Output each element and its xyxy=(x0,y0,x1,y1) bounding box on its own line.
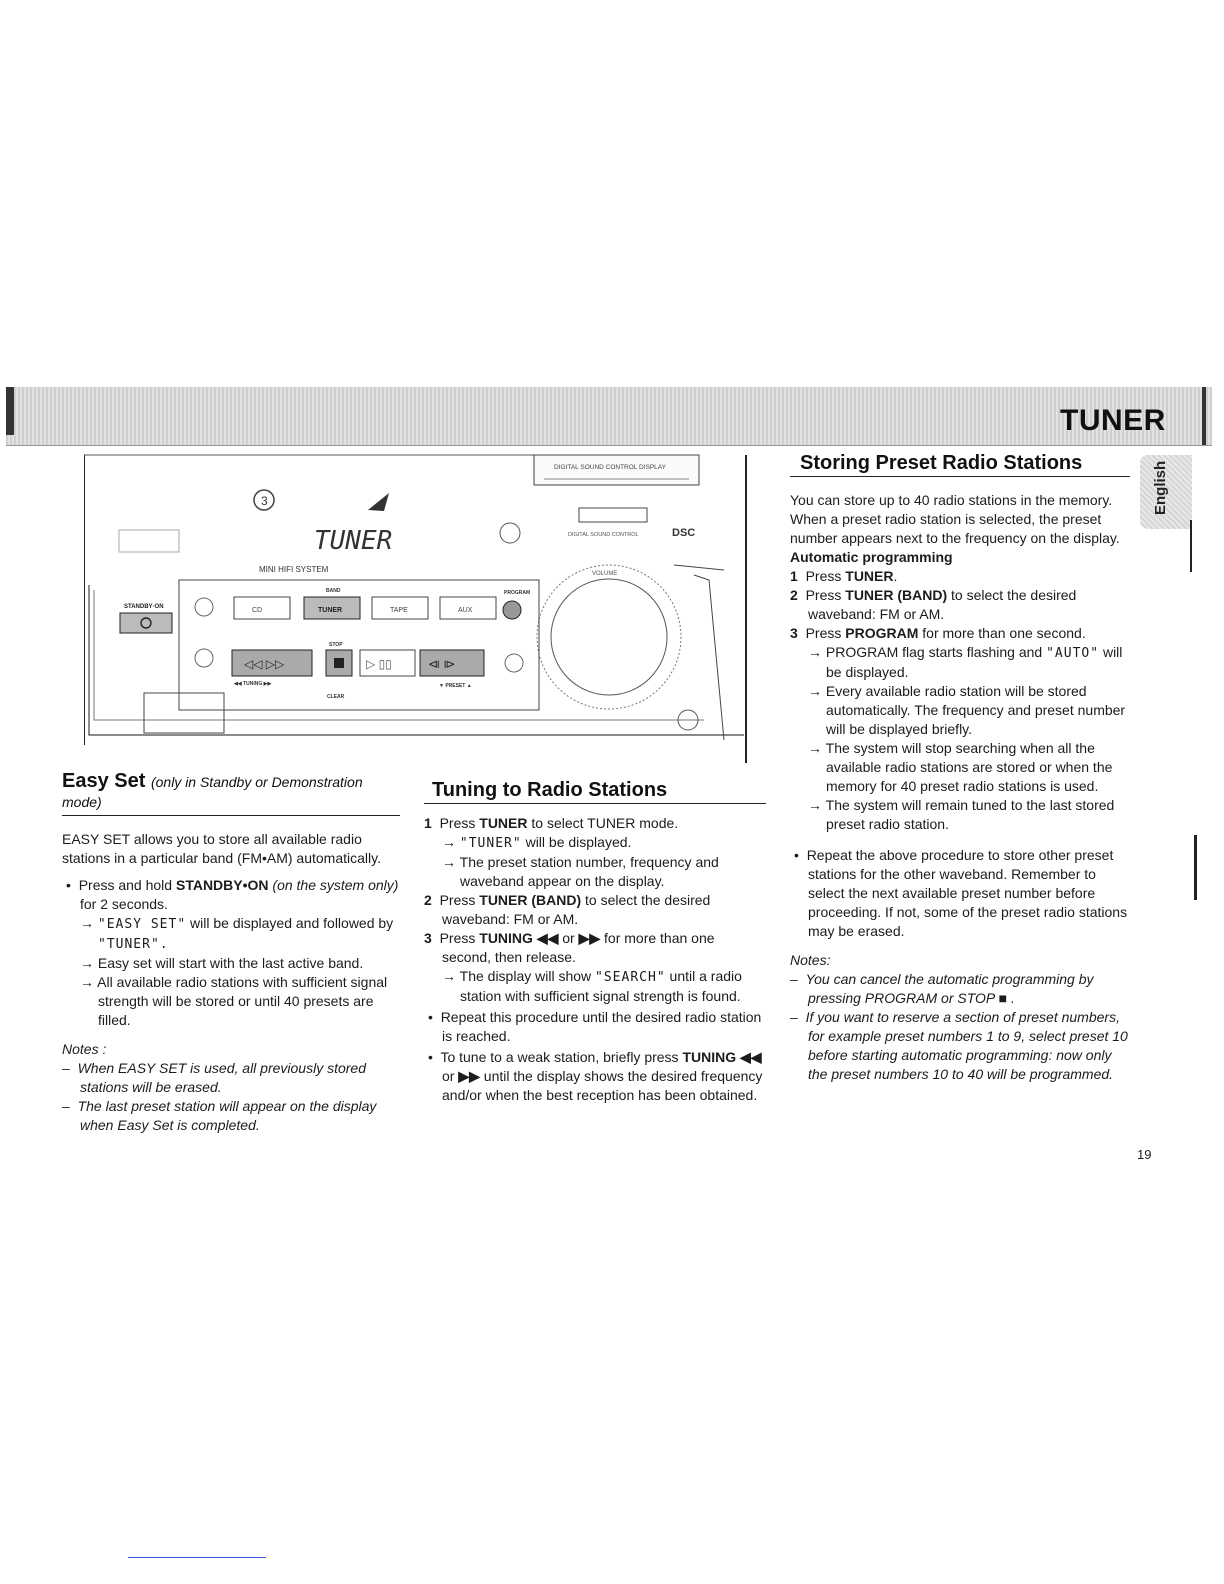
storing-step-3-post: for more than one second. xyxy=(918,625,1086,641)
tuning-step-3-post: for more than one second, then release. xyxy=(442,930,715,965)
tuning-heading: Tuning to Radio Stations xyxy=(432,779,668,801)
tuning-step-3-bold2: ▶▶ xyxy=(578,930,601,946)
storing-bullet-text: Repeat the above procedure to store other preset stations for the other waveband. Remember to select the next available preset number before proceeding. If not, some of the preset radio stations may be erased. xyxy=(806,847,1128,939)
easy-set-bullet-prefix: Press and hold xyxy=(78,877,176,893)
language-tab-label: English xyxy=(1152,460,1169,515)
footer-rule xyxy=(128,1557,266,1558)
easy-set-note-2: – The last preset station will appear on the display when Easy Set is completed. xyxy=(62,1098,377,1133)
storing-bullet: • Repeat the above procedure to store other preset stations for the other waveband. Remember to select the next available preset number before proceeding. If not, some of the preset radio stations may be erased. xyxy=(794,847,1128,939)
storing-step-2-pre: Press xyxy=(805,587,846,603)
storing-rule xyxy=(790,476,1130,477)
svg-text:3: 3 xyxy=(261,494,268,508)
lcd-text: "TUNER" xyxy=(459,836,522,851)
storing-subheading: Automatic programming xyxy=(790,549,953,565)
storing-arrow-4: → The system will remain tuned to the last stored preset radio station. xyxy=(808,797,1115,832)
storing-arrow-2: → Every available radio station will be stored automatically. The frequency and preset number will be displayed briefly. xyxy=(808,683,1126,737)
storing-step-1-post: . xyxy=(893,568,898,584)
page-number: 19 xyxy=(1137,1147,1152,1162)
device-button-tape: TAPE xyxy=(390,607,408,614)
section-header-band xyxy=(6,387,1212,446)
tuning-step-3-bold: TUNING ◀◀ xyxy=(479,930,559,946)
storing-arrow-1: → PROGRAM flag starts flashing and "AUTO" will be displayed. xyxy=(808,644,1123,680)
easy-set-arrow-2: → Easy set will start with the last active band. xyxy=(80,955,364,971)
storing-step-1-pre: Press xyxy=(805,568,846,584)
tuning-step-3: 3 Press TUNING ◀◀ or ▶▶ for more than one second, then release. xyxy=(424,930,715,965)
storing-step-3-bold: PROGRAM xyxy=(845,625,919,641)
storing-step-1: 1 Press TUNER. xyxy=(790,568,898,584)
header-left-cap xyxy=(6,387,14,435)
easy-set-note-1: – When EASY SET is used, all previously stored stations will be erased. xyxy=(62,1060,367,1095)
tuning-bullet-1-text: Repeat this procedure until the desired radio station is reached. xyxy=(440,1009,762,1044)
section-title: TUNER xyxy=(1060,404,1166,437)
storing-step-2: 2 Press TUNER (BAND) to select the desired waveband: FM or AM. xyxy=(790,587,1077,622)
tuning-bullet-2: • To tune to a weak station, briefly press TUNING ◀◀ or ▶▶ until the display shows the desired frequency and/or when the best reception has been obtained. xyxy=(428,1049,763,1103)
device-label-standby: STANDBY·ON xyxy=(124,604,164,610)
storing-step-3-pre: Press xyxy=(805,625,846,641)
device-label-stop: STOP xyxy=(329,642,343,648)
easy-set-note-2-text: The last preset station will appear on the display when Easy Set is completed. xyxy=(77,1098,377,1133)
storing-arrow-1-pre: PROGRAM flag starts flashing and xyxy=(825,644,1047,660)
device-label-volume: VOLUME xyxy=(592,571,618,577)
tuning-step-1: 1 Press TUNER to select TUNER mode. xyxy=(424,815,679,831)
tuning-step-3-pre: Press xyxy=(439,930,480,946)
storing-heading: Storing Preset Radio Stations xyxy=(800,452,1083,474)
storing-step-2-bold: TUNER (BAND) xyxy=(845,587,948,603)
tuning-bullet-1: • Repeat this procedure until the desired radio station is reached. xyxy=(428,1009,762,1044)
tuning-step-3-arrow-pre: The display will show xyxy=(459,968,596,984)
easy-set-arrow-3-text: All available radio stations with sufficient signal strength will be stored or until 40 presets are filled. xyxy=(97,974,388,1028)
tuning-bullet-2-bold2: ▶▶ xyxy=(458,1068,480,1084)
tuning-section xyxy=(424,781,766,1105)
tuning-bullet-2-post: until the display shows the desired frequency and/or when the best reception has been obtained. xyxy=(442,1068,763,1103)
storing-arrow-3-text: The system will stop searching when all the available radio stations are stored or when the memory for 40 preset radio stations is used. xyxy=(825,740,1113,794)
tuning-step-1-pre: Press xyxy=(439,815,480,831)
tuning-step-1-arrow-2: → The preset station number, frequency and waveband appear on the display. xyxy=(442,854,719,889)
tuning-step-2-bold: TUNER (BAND) xyxy=(479,892,582,908)
device-label-dsc: DSC xyxy=(672,527,696,539)
storing-note-1-text: You can cancel the automatic programming by pressing PROGRAM or STOP ■ . xyxy=(805,971,1094,1006)
tuning-step-3-arrow: → The display will show "SEARCH" until a radio station with sufficient signal strength is found. xyxy=(442,968,742,1004)
lcd-text: "EASY SET" xyxy=(97,917,187,932)
device-label-dsc-control: DIGITAL SOUND CONTROL xyxy=(568,532,639,538)
margin-rule xyxy=(1190,520,1192,572)
device-button-aux: AUX xyxy=(458,607,473,614)
easy-set-arrow-2-text: Easy set will start with the last active band. xyxy=(97,955,364,971)
easy-set-intro: EASY SET allows you to store all available radio stations in a particular band (FM•AM) automatically. xyxy=(62,831,381,866)
easy-set-bullet: • Press and hold STANDBY•ON (on the system only) for 2 seconds. xyxy=(66,877,399,912)
easy-set-arrow-1-text: will be displayed and followed by xyxy=(186,915,394,931)
storing-note-1: – You can cancel the automatic programming by pressing PROGRAM or STOP ■ . xyxy=(790,971,1094,1006)
margin-rule xyxy=(1194,835,1197,900)
tuning-bullet-2-mid: or xyxy=(442,1068,459,1084)
storing-note-2: – If you want to reserve a section of preset numbers, for example preset numbers 1 to 9, select preset 10 before starting automatic programming: now only the preset numbers 10 to 40 will be programmed. xyxy=(790,1009,1128,1082)
storing-arrow-3: → The system will stop searching when all the available radio stations are stored or when the memory for 40 preset radio stations is used. xyxy=(808,740,1113,794)
storing-arrow-4-text: The system will remain tuned to the last stored preset radio station. xyxy=(825,797,1115,832)
storing-intro: You can store up to 40 radio stations in the memory. When a preset radio station is selected, the preset number appears next to the frequency on the display. xyxy=(790,492,1120,546)
tuning-step-2-pre: Press xyxy=(439,892,480,908)
tuning-step-1-arrow-2-text: The preset station number, frequency and waveband appear on the display. xyxy=(459,854,719,889)
device-illustration xyxy=(84,445,748,763)
easy-set-rule xyxy=(62,815,400,816)
tuning-rule xyxy=(424,803,766,804)
storing-arrow-1-post: will be displayed. xyxy=(826,644,1123,680)
device-label-clear: CLEAR xyxy=(327,694,345,700)
tuning-step-1-arrow-1-text: will be displayed. xyxy=(521,834,632,850)
tuning-step-3-mid: or xyxy=(558,930,579,946)
storing-notes-heading: Notes: xyxy=(790,952,831,968)
tuning-step-3-arrow-post: until a radio station with sufficient signal strength is found. xyxy=(460,968,742,1004)
tuning-step-1-arrow-1: → "TUNER" will be displayed. xyxy=(442,834,632,851)
storing-section xyxy=(790,454,1130,1084)
tuning-step-2-post: to select the desired waveband: FM or AM. xyxy=(442,892,711,927)
easy-set-notes-heading: Notes : xyxy=(62,1041,107,1057)
storing-note-2-text: If you want to reserve a section of preset numbers, for example preset numbers 1 to 9, select preset 10 before starting automatic programming: now only the preset numbers 10 to 40 will be programmed. xyxy=(805,1009,1128,1082)
lcd-text: "AUTO" xyxy=(1046,646,1100,661)
storing-arrow-2-text: Every available radio station will be stored automatically. The frequency and preset number will be displayed briefly. xyxy=(825,683,1126,737)
device-label-dsc-display: DIGITAL SOUND CONTROL DISPLAY xyxy=(554,464,666,471)
easy-set-section xyxy=(62,772,400,1135)
device-label-tuning: ◀◀ TUNING ▶▶ xyxy=(234,681,272,687)
header-right-cap xyxy=(1202,387,1206,445)
tuning-bullet-2-pre: To tune to a weak station, briefly press xyxy=(440,1049,683,1065)
lcd-text: "TUNER". xyxy=(98,937,169,952)
easy-set-heading xyxy=(62,772,400,812)
easy-set-arrow-1: → "EASY SET" will be displayed and followed by "TUNER". xyxy=(80,915,394,952)
easy-set-title: Easy Set xyxy=(62,770,146,792)
device-label-band: BAND xyxy=(326,588,341,594)
device-display-text: TUNER xyxy=(314,526,393,556)
tuning-step-1-post: to select TUNER mode. xyxy=(527,815,679,831)
easy-set-title-note: (only in Standby or Demonstration mode) xyxy=(62,774,363,810)
storing-step-1-bold: TUNER xyxy=(845,568,894,584)
easy-set-bullet-suffix: for 2 seconds. xyxy=(80,896,168,912)
svg-text:◁◁ ▷▷: ◁◁ ▷▷ xyxy=(244,657,285,671)
tuning-bullet-2-bold: TUNING ◀◀ xyxy=(682,1049,762,1065)
language-tab xyxy=(1140,455,1192,529)
lcd-text: "SEARCH" xyxy=(595,970,666,985)
device-label-preset: ▼ PRESET ▲ xyxy=(439,683,472,689)
tuning-step-2: 2 Press TUNER (BAND) to select the desired waveband: FM or AM. xyxy=(424,892,711,927)
svg-text:⧏ ⧐: ⧏ ⧐ xyxy=(428,657,456,671)
device-label-system: MINI HIFI SYSTEM xyxy=(259,565,329,574)
storing-step-3: 3 Press PROGRAM for more than one second. xyxy=(790,625,1086,641)
device-label-program: PROGRAM xyxy=(504,590,531,596)
tuning-step-1-bold: TUNER xyxy=(479,815,528,831)
easy-set-bullet-bold: STANDBY•ON xyxy=(175,877,269,893)
easy-set-arrow-3: → All available radio stations with sufficient signal strength will be stored or until 40 presets are filled. xyxy=(80,974,388,1028)
easy-set-bullet-italic: (on the system only) xyxy=(272,877,399,893)
device-button-tuner: TUNER xyxy=(318,607,343,614)
svg-text:▷ ▯▯: ▷ ▯▯ xyxy=(366,657,392,671)
easy-set-note-1-text: When EASY SET is used, all previously stored stations will be erased. xyxy=(77,1060,367,1095)
storing-step-2-post: to select the desired waveband: FM or AM. xyxy=(808,587,1077,622)
device-button-cd: CD xyxy=(252,607,263,614)
